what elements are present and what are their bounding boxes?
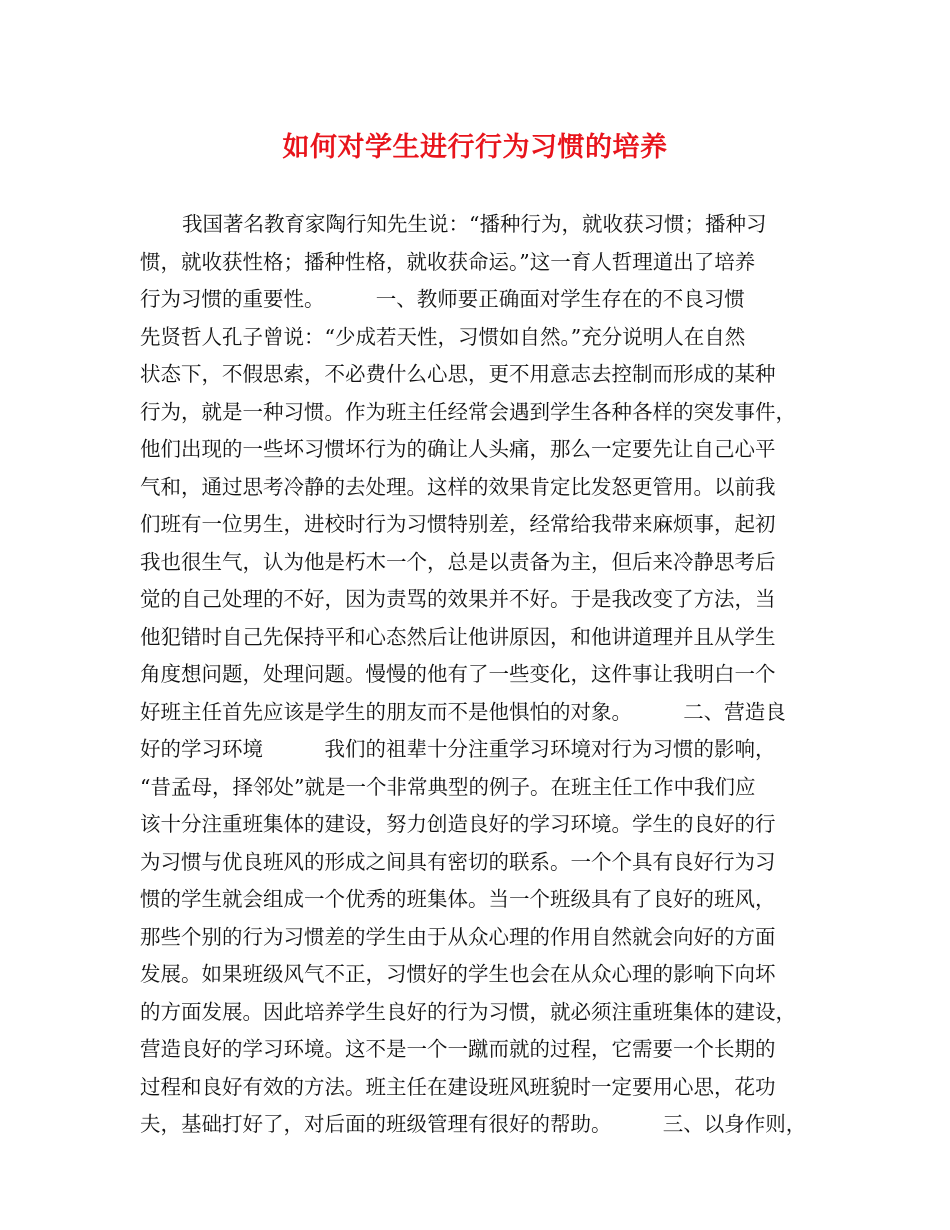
body-line-15: 好的学习环境 我们的祖辈十分注重学习环境对行为习惯的影响， (140, 737, 776, 761)
body-line-4: 先贤哲人孔子曾说：“少成若天性，习惯如自然。”充分说明人在自然 (140, 324, 746, 349)
body-line-10: 我也很生气，认为他是朽木一个，总是以责备为主，但后来冷静思考后 (140, 549, 776, 574)
body-line-22: 的方面发展。因此培养学生良好的行为习惯，就必须注重班集体的建设， (140, 999, 796, 1024)
body-line-6: 行为，就是一种习惯。作为班主任经常会遇到学生各种各样的突发事件， (140, 399, 796, 424)
body-line-14: 好班主任首先应该是学生的朋友而不是他惧怕的对象。 二、营造良 (140, 699, 786, 724)
body-line-12: 他犯错时自己先保持平和心态然后让他讲原因，和他讲道理并且从学生 (140, 624, 776, 649)
body-line-5: 状态下，不假思索，不必费什么心思，更不用意志去控制而形成的某种 (140, 362, 776, 386)
body-line-20: 那些个别的行为习惯差的学生由于从众心理的作用自然就会向好的方面 (140, 924, 776, 949)
body-line-17: 该十分注重班集体的建设，努力创造良好的学习环境。学生的良好的行 (140, 812, 776, 836)
document-title: 如何对学生进行行为习惯的培养 (282, 132, 668, 163)
body-line-16: “昔孟母，择邻处”就是一个非常典型的例子。在班主任工作中我们应 (140, 774, 756, 799)
body-line-11: 觉的自己处理的不好，因为责骂的效果并不好。于是我改变了方法，当 (140, 587, 776, 611)
body-line-24: 过程和良好有效的方法。班主任在建设班风班貌时一定要用心思，花功 (140, 1074, 776, 1099)
body-line-23: 营造良好的学习环境。这不是一个一蹴而就的过程，它需要一个长期的 (140, 1037, 776, 1061)
body-line-7: 他们出现的一些坏习惯坏行为的确让人头痛，那么一定要先让自己心平 (140, 437, 776, 461)
body-line-3: 行为习惯的重要性。 一、教师要正确面对学生存在的不良习惯 (140, 287, 745, 311)
body-line-9: 们班有一位男生，进校时行为习惯特别差，经常给我带来麻烦事，起初 (140, 512, 776, 536)
body-line-19: 惯的学生就会组成一个优秀的班集体。当一个班级具有了良好的班风， (140, 887, 776, 911)
body-line-21: 发展。如果班级风气不正，习惯好的学生也会在从众心理的影响下向坏 (140, 962, 776, 986)
body-line-13: 角度想问题，处理问题。慢慢的他有了一些变化，这件事让我明白一个 (140, 662, 776, 686)
body-line-8: 气和，通过思考冷静的去处理。这样的效果肯定比发怒更管用。以前我 (140, 474, 776, 499)
body-line-18: 为习惯与优良班风的形成之间具有密切的联系。一个个具有良好行为习 (140, 849, 776, 874)
body-line-2: 惯，就收获性格；播种性格，就收获命运。”这一育人哲理道出了培养 (140, 249, 756, 274)
document-body (140, 206, 820, 1144)
body-line-25: 夫，基础打好了，对后面的班级管理有很好的帮助。 三、以身作则， (140, 1112, 807, 1136)
body-line-1: 我国著名教育家陶行知先生说：“播种行为，就收获习惯；播种习 (182, 212, 767, 236)
